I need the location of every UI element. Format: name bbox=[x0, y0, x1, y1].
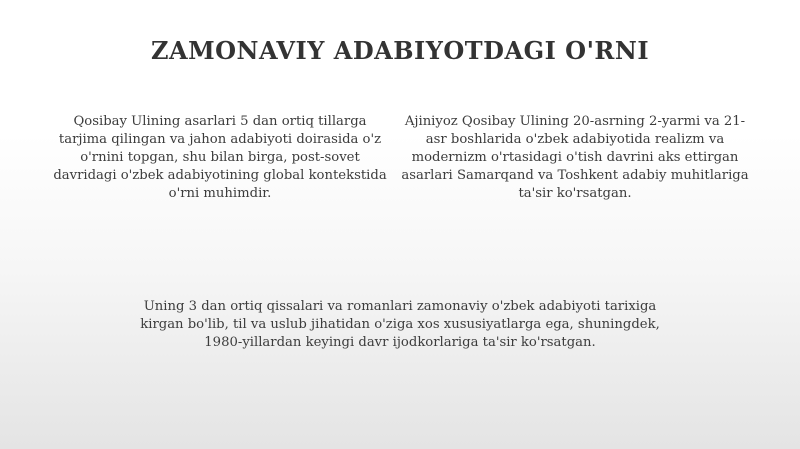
paragraph-right: Ajiniyoz Qosibay Ulining 20-asrning 2-yarmi va 21-asr boshlarida o'zbek adabiyotida realizm va modernizm o'rtasidagi o'tish davrini aks ettirgan asarlari Samarqand va Toshkent adabiy muhitlariga ta'sir ko'rsatgan. bbox=[401, 114, 749, 201]
slide-title: ZAMONAVIY ADABIYOTDAGI O'RNI bbox=[150, 36, 650, 65]
paragraph-bottom: Uning 3 dan ortiq qissalari va romanlari zamonaviy o'zbek adabiyoti tarixiga kirgan bo'lib, til va uslub jihatidan o'ziga xos xususiyatlarga ega, shuningdek, 1980-yillardan keyingi davr ijodkorlariga ta'sir ko'rsatgan. bbox=[140, 299, 660, 350]
paragraph-left: Qosibay Ulining asarlari 5 dan ortiq tillarga tarjima qilingan va jahon adabiyoti doirasida o'z o'rnini topgan, shu bilan birga, post-sovet davridagi o'zbek adabiyotining global kontekstida o'rni muhimdir. bbox=[53, 114, 387, 201]
